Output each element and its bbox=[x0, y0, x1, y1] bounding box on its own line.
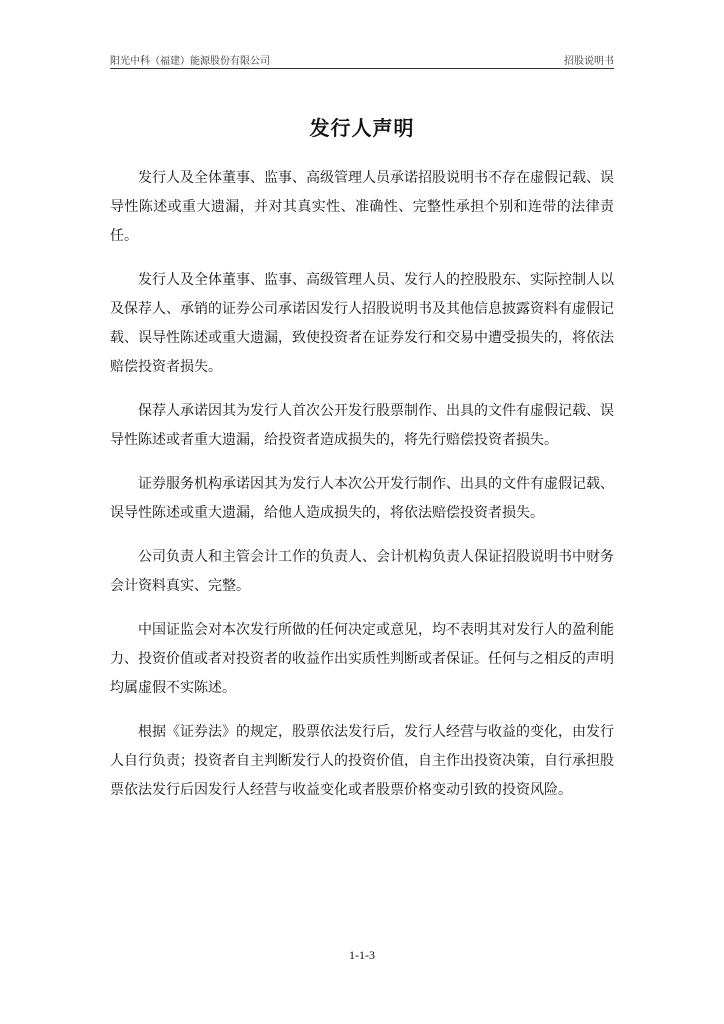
paragraph: 公司负责人和主管会计工作的负责人、会计机构负责人保证招股说明书中财务会计资料真实、完整。 bbox=[110, 549, 614, 594]
header-company-name: 阳光中科（福建）能源股份有限公司 bbox=[110, 56, 270, 67]
page-number: 1-1-3 bbox=[349, 948, 375, 962]
statement-body bbox=[110, 164, 614, 820]
paragraph: 根据《证券法》的规定，股票依法发行后，发行人经营与收益的变化，由发行人自行负责；投资者自主判断发行人的投资价值，自主作出投资决策，自行承担股票依法发行后因发行人经营与收益变化或者股票价格变动引致的投资风险。 bbox=[110, 724, 614, 798]
page-header bbox=[110, 50, 614, 69]
paragraph: 中国证监会对本次发行所做的任何决定或意见，均不表明其对发行人的盈利能力、投资价值或者对投资者的收益作出实质性判断或者保证。任何与之相反的声明均属虚假不实陈述。 bbox=[110, 622, 614, 696]
paragraph: 保荐人承诺因其为发行人首次公开发行股票制作、出具的文件有虚假记载、误导性陈述或者重大遗漏，给投资者造成损失的，将先行赔偿投资者损失。 bbox=[110, 403, 614, 448]
header-document-type: 招股说明书 bbox=[564, 56, 614, 67]
paragraph: 证券服务机构承诺因其为发行人本次公开发行制作、出具的文件有虚假记载、误导性陈述或重大遗漏，给他人造成损失的，将依法赔偿投资者损失。 bbox=[110, 476, 614, 521]
page-title: 发行人声明 bbox=[309, 116, 415, 140]
paragraph: 发行人及全体董事、监事、高级管理人员、发行人的控股股东、实际控制人以及保荐人、承销的证券公司承诺因发行人招股说明书及其他信息披露资料有虚假记载、误导性陈述或重大遗漏，致使投资者在证券发行和交易中遭受损失的，将依法赔偿投资者损失。 bbox=[110, 272, 614, 375]
paragraph: 发行人及全体董事、监事、高级管理人员承诺招股说明书不存在虚假记载、误导性陈述或重大遗漏，并对其真实性、准确性、完整性承担个别和连带的法律责任。 bbox=[110, 170, 614, 244]
